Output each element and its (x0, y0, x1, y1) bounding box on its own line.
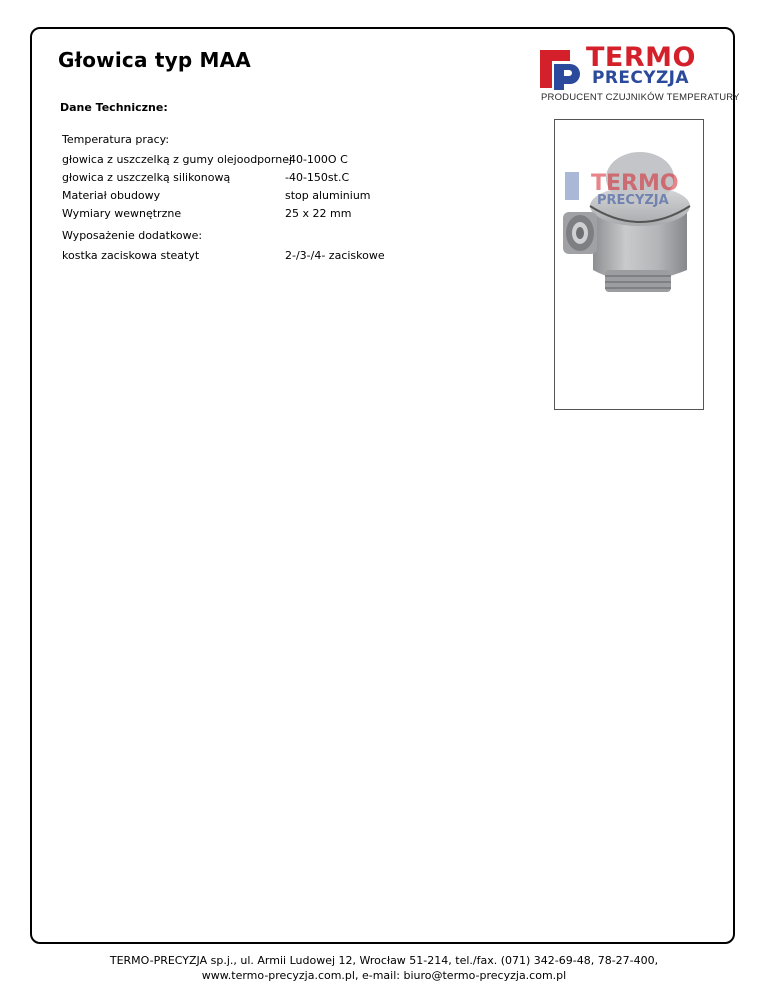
spec-table-extras (62, 228, 385, 265)
spec-label: Materiał obudowy (62, 189, 161, 202)
spec-value: 25 x 22 mm (285, 207, 352, 220)
footer-line: TERMO-PRECYZJA sp.j., ul. Armii Ludowej 12, Wrocław 51-214, tel./fax. (071) 342-69-48, 78-27-400, (109, 954, 659, 967)
spec-heading: Temperatura pracy: (62, 133, 170, 146)
spec-value: -40-100O C (285, 153, 348, 166)
watermark-precyzja: PRECYZJA (597, 193, 669, 208)
spec-value: -40-150st.C (285, 171, 350, 184)
spec-heading: Wyposażenie dodatkowe: (62, 229, 203, 242)
footer-line: www.termo-precyzja.com.pl, e-mail: biuro@termo-precyzja.com.pl (201, 969, 567, 982)
spec-row (62, 187, 371, 205)
spec-row (62, 169, 371, 187)
product-photo (554, 119, 704, 410)
spec-label: kostka zaciskowa steatyt (62, 249, 200, 262)
logo-tagline: PRODUCENT CZUJNIKÓW TEMPERATURY (541, 92, 740, 103)
spec-label: głowica z uszczelką silikonową (62, 171, 231, 184)
logo-word-precyzja: PRECYZJA (592, 68, 689, 88)
spec-value: 2-/3-/4- zaciskowe (285, 249, 385, 262)
page-title: Głowica typ MAA (58, 48, 251, 72)
connection-head-image (555, 120, 704, 410)
spec-label: Wymiary wewnętrzne (62, 207, 182, 220)
watermark-termo: TERMO (591, 171, 679, 196)
footer-contact (0, 953, 768, 983)
logo-mark-icon (540, 46, 580, 90)
spec-row (62, 151, 371, 169)
spec-table-temperature (62, 132, 371, 223)
section-heading: Dane Techniczne: (60, 101, 168, 114)
spec-row (62, 247, 385, 265)
logo-word-termo: TERMO (586, 42, 696, 73)
spec-value: stop aluminium (285, 189, 371, 202)
spec-row (62, 205, 371, 223)
spec-label: głowica z uszczelką z gumy olejoodpornej (62, 153, 293, 166)
